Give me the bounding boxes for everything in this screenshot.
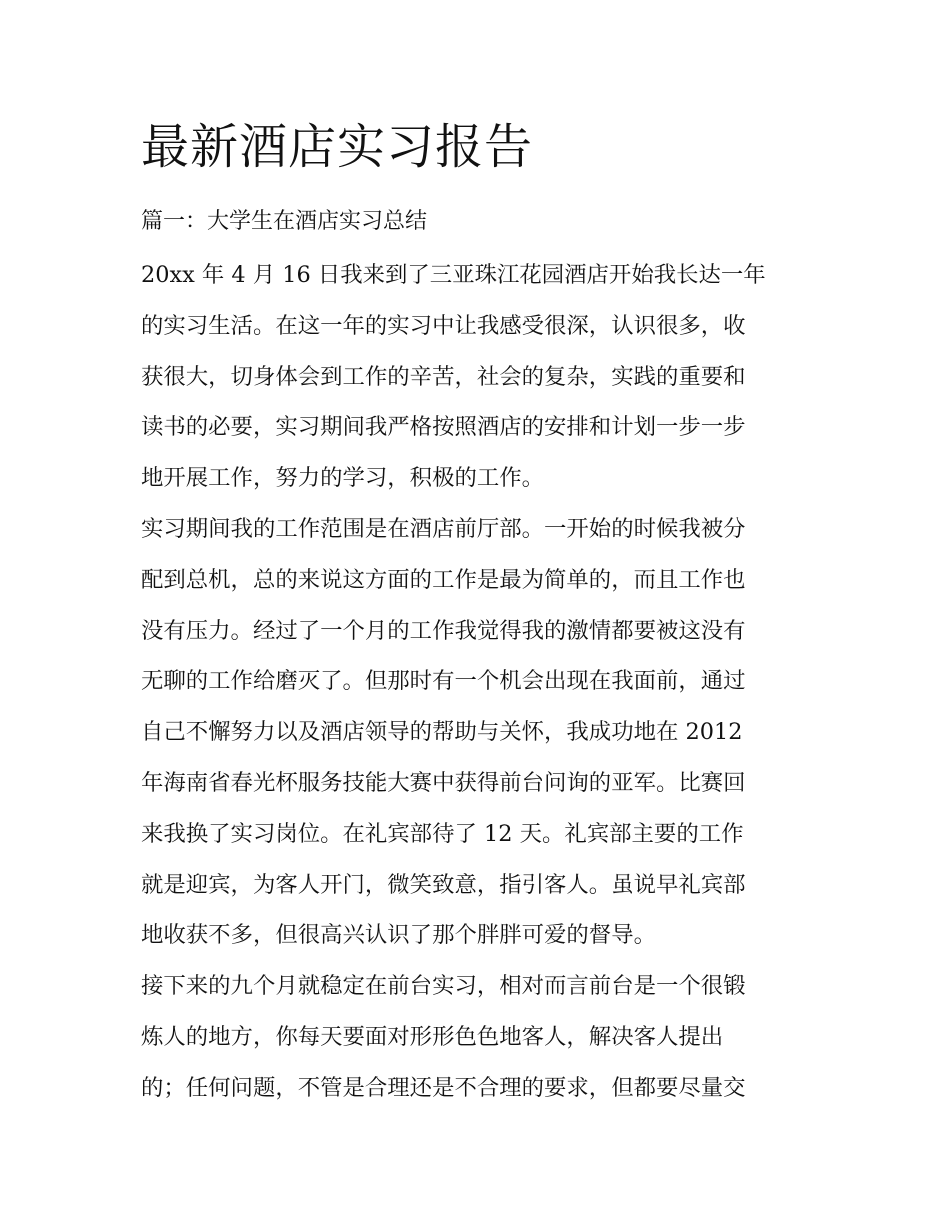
section-heading: 篇一：大学生在酒店实习总结 (141, 209, 428, 234)
text-line: 实习期间我的工作范围是在酒店前厅部。一开始的时候我被分 (141, 515, 746, 542)
text-line: 地收获不多，但很高兴认识了那个胖胖可爱的督导。 (141, 922, 656, 949)
text-line: 无聊的工作给磨灭了。但那时有一个机会出现在我面前，通过 (141, 668, 746, 695)
body-text (141, 252, 821, 1116)
text-line: 的；任何问题，不管是合理还是不合理的要求，但都要尽量交 (141, 1074, 746, 1101)
text-line: 的实习生活。在这一年的实习中让我感受很深，认识很多，收 (141, 312, 746, 339)
text-line: 20xx 年 4 月 16 日我来到了三亚珠江花园酒店开始我长达一年 (141, 262, 766, 288)
text-line: 接下来的九个月就稳定在前台实习，相对而言前台是一个很锻 (141, 973, 746, 1000)
text-line: 地开展工作，努力的学习，积极的工作。 (141, 465, 545, 492)
text-line: 配到总机，总的来说这方面的工作是最为简单的，而且工作也 (141, 566, 746, 593)
text-line: 自己不懈努力以及酒店领导的帮助与关怀，我成功地在 2012 (141, 719, 743, 746)
text-line: 没有压力。经过了一个月的工作我觉得我的激情都要被这没有 (141, 617, 746, 644)
text-line: 读书的必要，实习期间我严格按照酒店的安排和计划一步一步 (141, 414, 746, 441)
text-line: 来我换了实习岗位。在礼宾部待了 12 天。礼宾部主要的工作 (141, 820, 744, 847)
text-line: 获很大，切身体会到工作的辛苦，社会的复杂，实践的重要和 (141, 363, 746, 390)
page-title: 最新酒店实习报告 (141, 119, 534, 175)
text-line: 就是迎宾，为客人开门，微笑致意，指引客人。虽说早礼宾部 (141, 871, 746, 898)
text-line: 炼人的地方，你每天要面对形形色色地客人，解决客人提出 (141, 1023, 724, 1050)
text-line: 年海南省春光杯服务技能大赛中获得前台问询的亚军。比赛回 (141, 769, 746, 796)
